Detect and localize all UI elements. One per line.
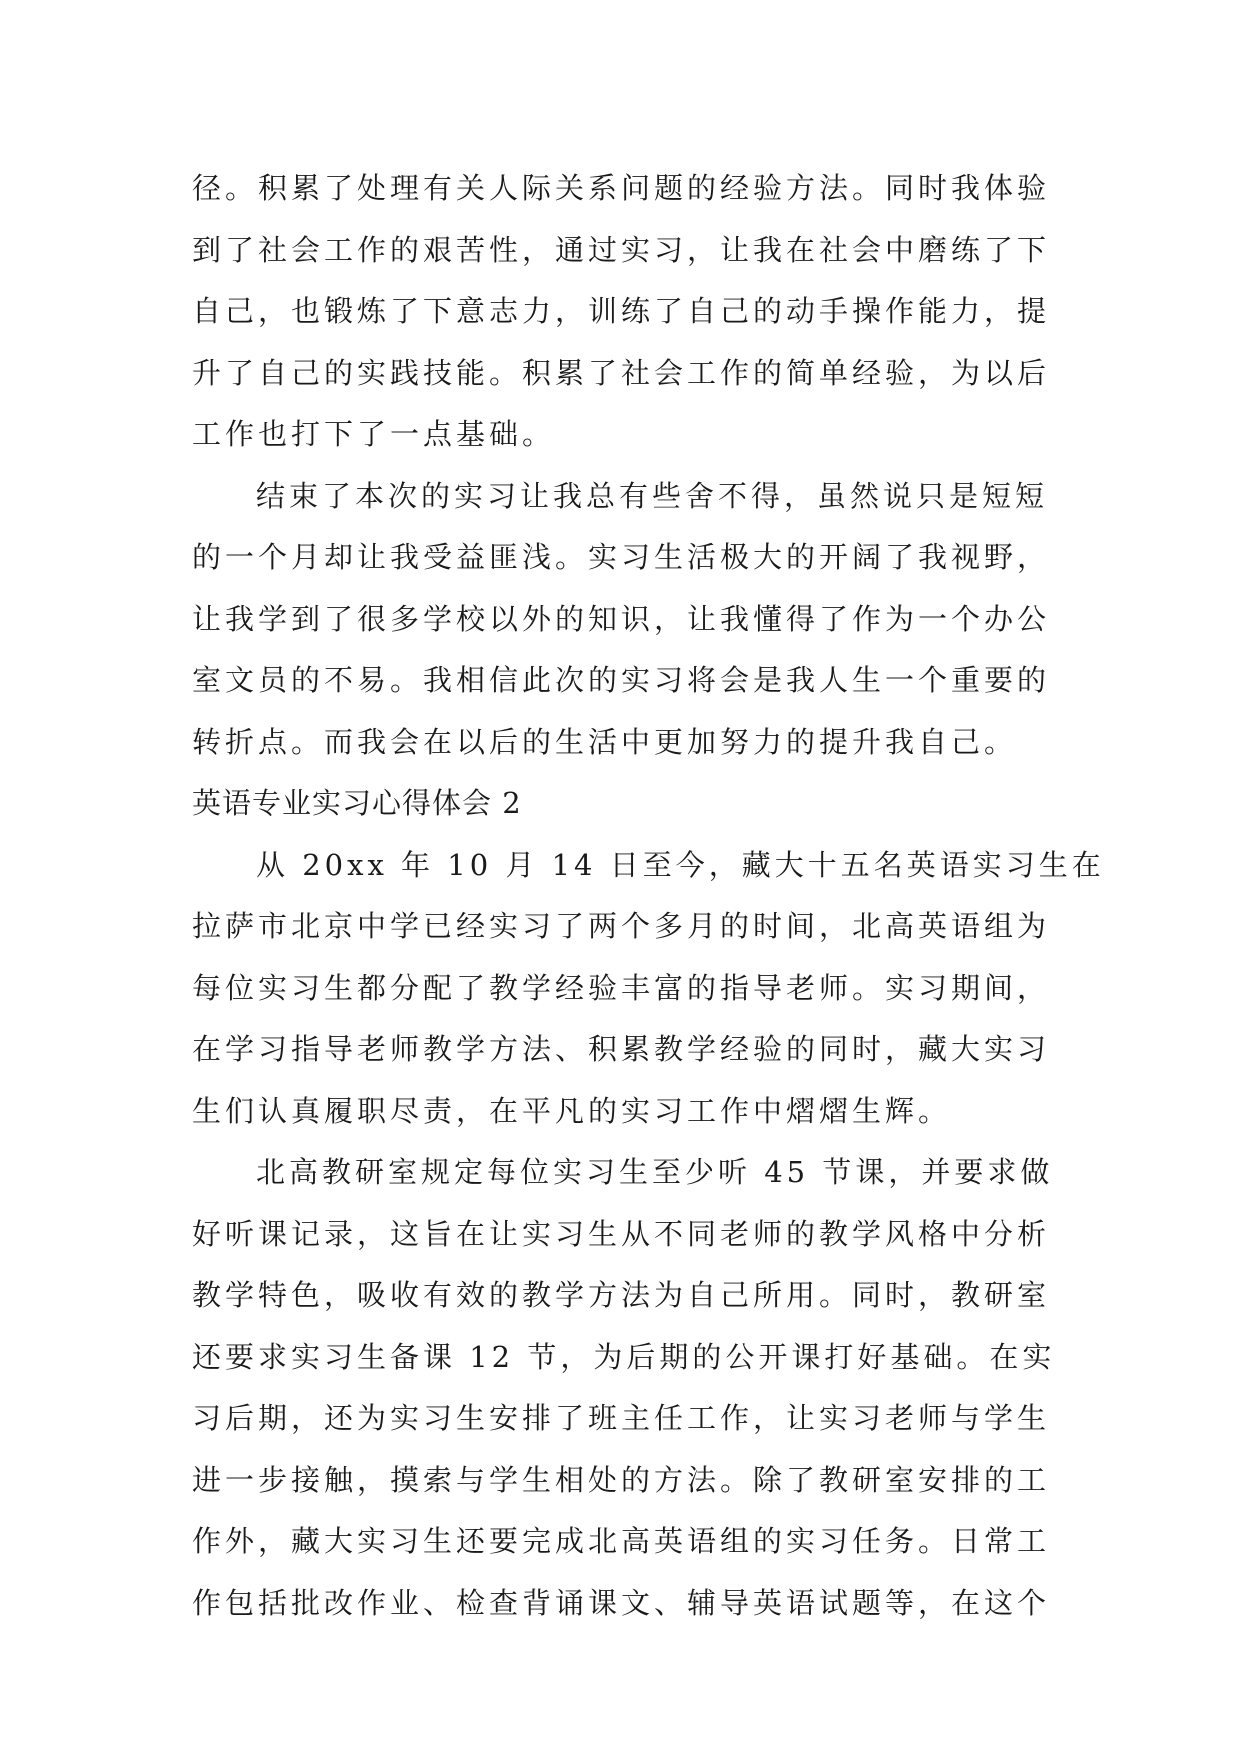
text-line: 自己，也锻炼了下意志力，训练了自己的动手操作能力，提: [192, 294, 1051, 328]
heading-text: 英语专业实习心得体会 2: [192, 786, 522, 820]
paragraph: [192, 835, 1105, 1143]
text-line: 升了自己的实践技能。积累了社会工作的简单经验，为以后: [192, 355, 1051, 390]
text-line: 生们认真履职尽责，在平凡的实习工作中熠熠生辉。: [192, 1093, 952, 1128]
text-line: 进一步接触，摸索与学生相处的方法。除了教研室安排的工: [192, 1462, 1051, 1497]
text-line: 到了社会工作的艰苦性，通过实习，让我在社会中磨练了下: [192, 232, 1051, 267]
text-line: 教学特色，吸收有效的教学方法为自己所用。同时，教研室: [192, 1278, 1051, 1312]
text-line: 从 20xx 年 10 月 14 日至今，藏大十五名英语实习生在: [256, 847, 1105, 882]
text-line: 拉萨市北京中学已经实习了两个多月的时间，北高英语组为: [192, 909, 1051, 943]
text-line: 转折点。而我会在以后的生活中更加努力的提升我自己。: [192, 724, 1018, 759]
paragraph: [192, 466, 1054, 774]
text-line: 习后期，还为实习生安排了班主任工作，让实习老师与学生: [192, 1401, 1051, 1435]
text-line: 工作也打下了一点基础。: [192, 417, 556, 451]
text-line: 让我学到了很多学校以外的知识，让我懂得了作为一个办公: [192, 601, 1051, 636]
text-line: 还要求实习生备课 12 节，为后期的公开课打好基础。在实: [192, 1339, 1056, 1374]
document-body: [192, 158, 1105, 1634]
paragraph: [192, 1142, 1054, 1634]
text-line: 径。积累了处理有关人际关系问题的经验方法。同时我体验: [192, 171, 1051, 205]
text-line: 在学习指导老师教学方法、积累教学经验的同时，藏大实习: [192, 1032, 1051, 1066]
text-line: 北高教研室规定每位实习生至少听 45 节课，并要求做: [256, 1155, 1054, 1189]
text-line: 结束了本次的实习让我总有些舍不得，虽然说只是短短: [256, 478, 1049, 513]
text-line: 作包括批改作业、检查背诵课文、辅导英语试题等，在这个: [192, 1585, 1051, 1620]
text-line: 的一个月却让我受益匪浅。实习生活极大的开阔了我视野，: [192, 540, 1051, 574]
text-line: 室文员的不易。我相信此次的实习将会是我人生一个重要的: [192, 663, 1051, 697]
text-line: 作外，藏大实习生还要完成北高英语组的实习任务。日常工: [192, 1524, 1051, 1558]
paragraph: [192, 158, 1054, 466]
text-line: 好听课记录，这旨在让实习生从不同老师的教学风格中分析: [192, 1216, 1051, 1251]
text-line: 每位实习生都分配了教学经验丰富的指导老师。实习期间，: [192, 970, 1051, 1005]
section-heading: [192, 773, 1054, 835]
